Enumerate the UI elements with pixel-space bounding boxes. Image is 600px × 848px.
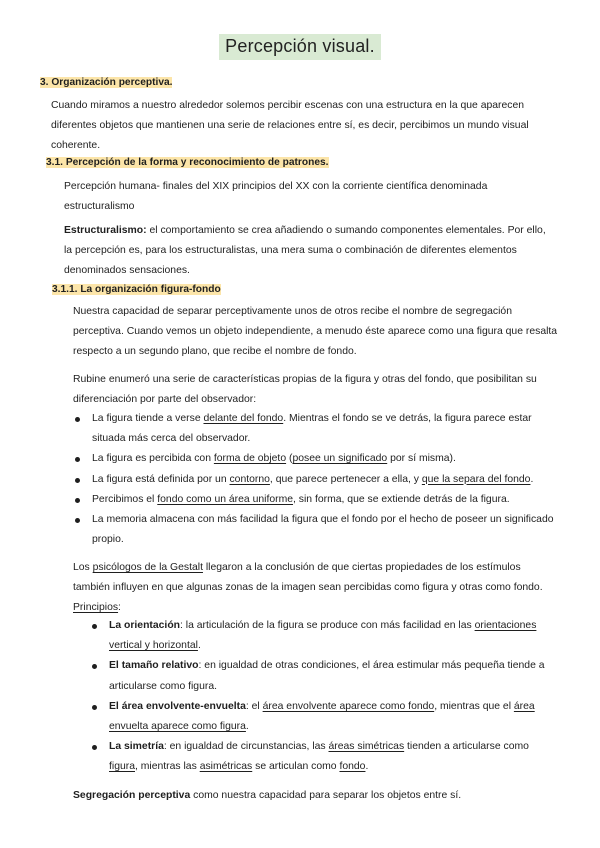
underlined-text: asimétricas [199, 761, 253, 773]
underlined-text: forma de objeto [213, 453, 287, 465]
list-item-text: se articulan como [252, 761, 340, 773]
list-item-text: , mientras las [135, 761, 200, 773]
title-wrap [0, 34, 600, 60]
list-item-text: , sin forma, que se extiende detrás de la figura. [293, 493, 510, 505]
rubine-paragraph: Rubine enumeró una serie de características propias de la figura y otras del fondo, que posibilitan su diferenciación por parte del observador: [73, 374, 537, 406]
underlined-text: área envuelta aparece como figura [109, 700, 535, 733]
underlined-text: psicólogos de la Gestalt [92, 562, 203, 573]
capacidad-paragraph: Nuestra capacidad de separar perceptivamente unos de otros recibe el nombre de segregación perceptiva. Cuando vemos un objeto independiente, a menudo éste aparece como una figura que resalta respecto a un segundo plano, que recibe el nombre de fondo. [73, 306, 558, 358]
section-3-heading [40, 77, 172, 88]
paragraph-text: : [118, 602, 121, 614]
intro-paragraph: Cuando miramos a nuestro alrededor solemos percibir escenas con una estructura en la que aparecen diferentes objetos que mantienen una serie de relaciones entre sí, es decir, percibimos un mundo visual coherente. [51, 100, 529, 152]
gestalt-principles-list [109, 616, 554, 778]
list-item-text: ( [286, 453, 293, 465]
bullet-icon [75, 518, 80, 523]
list-item [92, 470, 557, 490]
estructuralismo-term: Estructuralismo: [64, 225, 147, 236]
bullet-icon [75, 457, 80, 462]
list-item-text: La memoria almacena con más facilidad la figura que el fondo por el hecho de poseer un significado propio. [92, 514, 554, 546]
underlined-text: figura [109, 761, 135, 773]
list-item-text: tienden a articularse como [404, 741, 529, 753]
list-item [92, 449, 557, 469]
list-item-text: . [365, 761, 369, 773]
list-item-text: , mientras que el [434, 700, 514, 712]
list-item-text: La figura es percibida con [92, 453, 214, 465]
list-item-text: Percibimos el [92, 493, 158, 505]
segregacion-paragraph [73, 786, 558, 806]
list-item-text: : la articulación de la figura se produce con más facilidad en las [180, 620, 475, 631]
list-item-text: . [245, 721, 249, 733]
segregacion-text: como nuestra capacidad para separar los objetos entre sí. [190, 790, 462, 801]
section-3-1-heading-text: 3.1. Percepción de la forma y reconocimiento de patrones. [46, 157, 329, 168]
underlined-text: áreas simétricas [328, 741, 405, 753]
bullet-icon [92, 624, 97, 629]
list-item-text: . Mientras el fondo se ve detrás, la figura parece estar situada más cerca del observador. [92, 413, 532, 445]
list-item-text: La figura está definida por un [92, 473, 230, 485]
list-item-text: : en igualdad de otras condiciones, el área estimular más pequeña tiende a articularse como figura. [109, 660, 545, 692]
underlined-text: orientaciones vertical y horizontal [109, 620, 537, 652]
bullet-icon [75, 417, 80, 422]
section-3-1-1-heading-text: 3.1.1. La organización figura-fondo [52, 284, 221, 295]
list-item [92, 490, 557, 510]
rubine-characteristics-list [92, 409, 557, 550]
bullet-icon [75, 478, 80, 483]
section-3-1-heading [46, 157, 329, 168]
bullet-icon [92, 705, 97, 710]
principle-term: La simetría [109, 741, 164, 753]
list-item-text: , que parece pertenecer a ella, y [269, 473, 422, 485]
principle-term: El área envolvente-envuelta [109, 700, 246, 712]
list-item [92, 409, 557, 449]
list-item [92, 510, 557, 550]
section-3-heading-text: 3. Organización perceptiva. [40, 77, 173, 88]
list-item [109, 616, 554, 656]
list-item-text: . [197, 640, 201, 652]
estructuralismo-paragraph [64, 221, 554, 282]
gestalt-paragraph [73, 558, 558, 619]
segregacion-term: Segregación perceptiva [73, 790, 191, 801]
list-item-text: : el [245, 700, 263, 712]
list-item-text: . [530, 473, 534, 485]
underlined-text: área envolvente aparece como fondo [262, 700, 435, 712]
principle-term: El tamaño relativo [109, 660, 199, 672]
underlined-text: posee un significado [292, 453, 388, 465]
paragraph-text: Los [73, 562, 93, 573]
percepcion-paragraph: Percepción humana- finales del XIX principios del XX con la corriente científica denominada estructuralismo [64, 181, 488, 213]
underlined-text: que la separa del fondo [421, 473, 531, 485]
estructuralismo-text: el comportamiento se crea añadiendo o sumando componentes elementales. Por ello, la percepción es, para los estructuralistas, una mera suma o combinación de diferentes elementos denominados sensaciones. [64, 225, 546, 277]
section-3-1-1-heading [52, 284, 221, 295]
underlined-text: delante del fondo [203, 413, 284, 424]
list-item-text: por sí misma). [387, 453, 456, 465]
bullet-icon [92, 745, 97, 750]
bullet-icon [92, 664, 97, 669]
bullet-icon [75, 498, 80, 503]
list-item [109, 656, 554, 696]
list-item [109, 697, 554, 737]
list-item-text: : en igualdad de circunstancias, las [163, 741, 329, 753]
underlined-text: fondo [339, 761, 366, 773]
list-item [109, 737, 554, 777]
list-item-text: La figura tiende a verse [92, 413, 204, 424]
page-title: Percepción visual. [219, 34, 381, 60]
principios-label: Principios [73, 602, 119, 614]
underlined-text: fondo como un área uniforme [157, 493, 294, 505]
paragraph-text: llegaron a la conclusión de que ciertas propiedades de los estímulos también influyen en que algunas zonas de la imagen sean percibidas como figura y otras como fondo. [73, 562, 543, 594]
principle-term: La orientación [109, 620, 181, 631]
underlined-text: contorno [229, 473, 270, 485]
